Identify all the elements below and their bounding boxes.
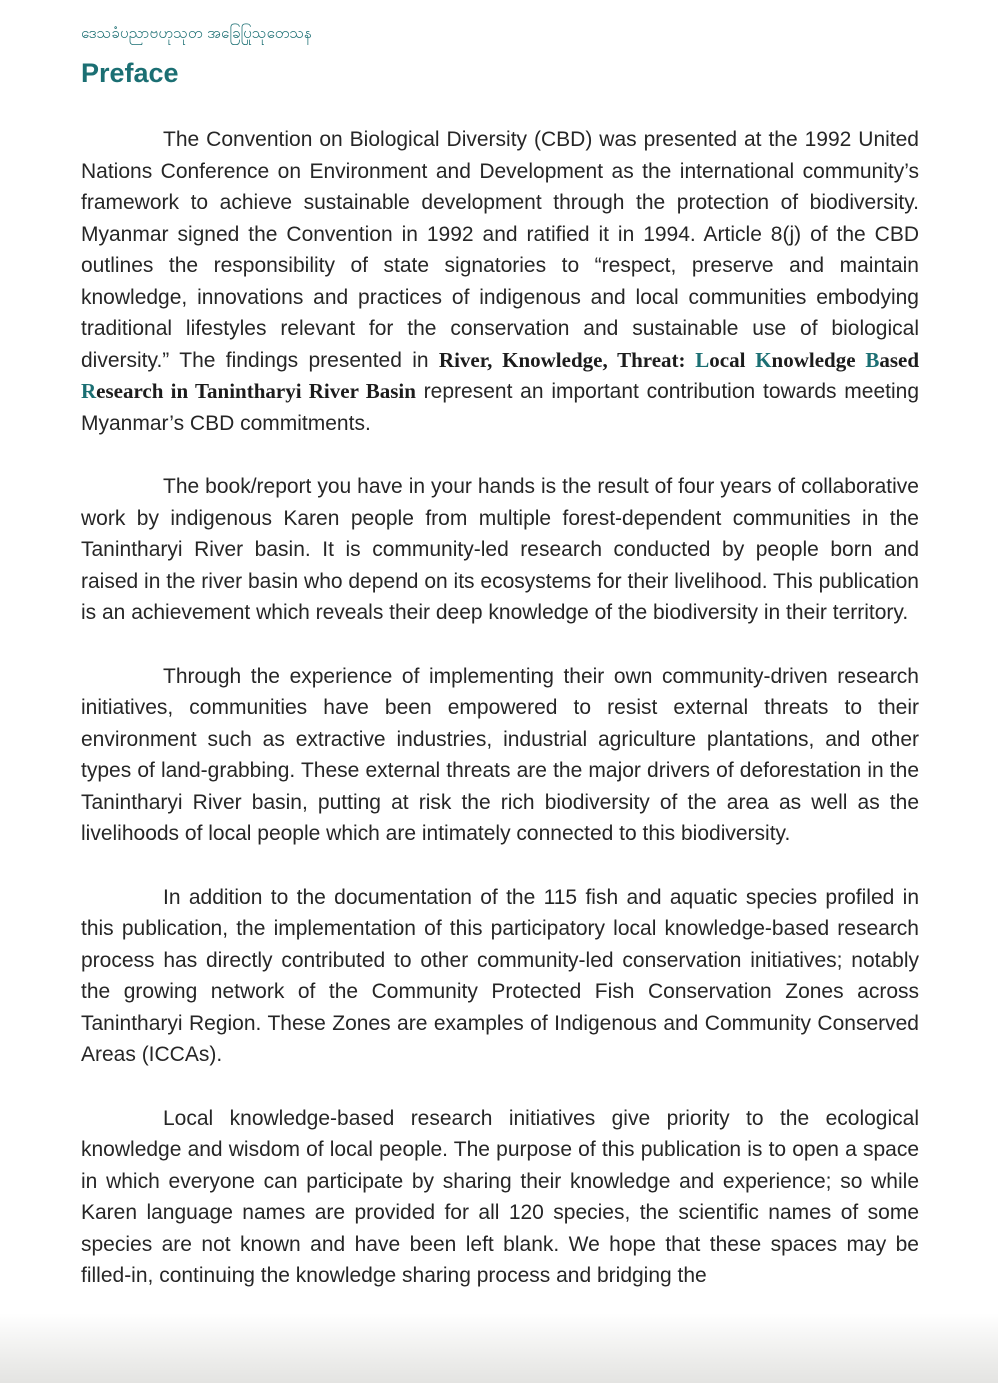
paragraph-cbd [81,124,919,439]
book-title-word: ocal [709,347,756,372]
book-title-word: esearch in Tanintharyi River Basin [96,379,416,403]
book-title-word: nowledge [771,347,866,372]
book-title-initial-b: B [865,347,880,372]
paragraph-text: represent an important contribution towards meeting Myanmar’s CBD commitments. [81,380,919,435]
book-title-initial-r: R [81,379,97,403]
paragraph-collaborative-work: The book/report you have in your hands is the result of four years of collaborative work by indigenous Karen people from multiple forest-dependent communities in the Tanintharyi River basin. It is community-led research conducted by people born and raised in the river basin who depend on its ecosystems for their livelihood. This publication is an achievement which reveals their deep knowledge of the biodiversity in their territory. [81,475,919,624]
paragraph-community-research: Through the experience of implementing their own community-driven research initiatives, communities have been empowered to resist external threats to their environment such as extractive industries, industrial agriculture plantations, and other types of land-grabbing. These external threats are the major drivers of deforestation in the Tanintharyi River basin, putting at risk the rich biodiversity of the area as well as the livelihoods of local people which are intimately connected to this biodiversity. [81,664,919,845]
page-title: Preface [81,58,179,88]
book-title-lead: River, Knowledge, Threat: [438,347,696,372]
paragraph-fish-species: In addition to the documentation of the 115 fish and aquatic species profiled in this publication, the implementation of this participatory local knowledge-based research process has directly contributed to other community-led conservation initiatives; notably the growing network of the Community Protected Fish Conservation Zones across Tanintharyi Region. These Zones are examples of Indigenous and Community Conserved Areas (ICCAs). [81,885,919,1066]
book-title-initial-k: K [755,347,772,372]
book-title-word: ased [879,347,920,372]
running-header: ဒေသခံပညာဗဟုသုတ အခြေပြုသုတေသန [81,25,313,42]
page-bottom-fade [0,1313,998,1383]
preface-body [81,124,919,1324]
paragraph-local-knowledge: Local knowledge-based research initiatives give priority to the ecological knowledge and wisdom of local people. The purpose of this publication is to open a space in which everyone can participate by sharing their knowledge and experience; so while Karen language names are provided for all 120 species, the scientific names of some species are not known and have been left blank. We hope that these spaces may be filled-in, continuing the knowledge sharing process and bridging the [81,1106,919,1287]
book-title-initial-l: L [695,347,710,372]
paragraph-text: The Convention on Biological Diversity (CBD) was presented at the 1992 United Nations Conference on Environment and Development as the international community’s framework to achieve sustainable development through the protection of biodiversity. Myanmar signed the Convention in 1992 and ratified it in 1994. Article 8(j) of the CBD outlines the responsibility of state signatories to “respect, preserve and maintain knowledge, innovations and practices of indigenous and local communities embodying traditional lifestyles relevant for the conservation and sustainable use of biological diversity.” The findings presented in [81,128,919,372]
